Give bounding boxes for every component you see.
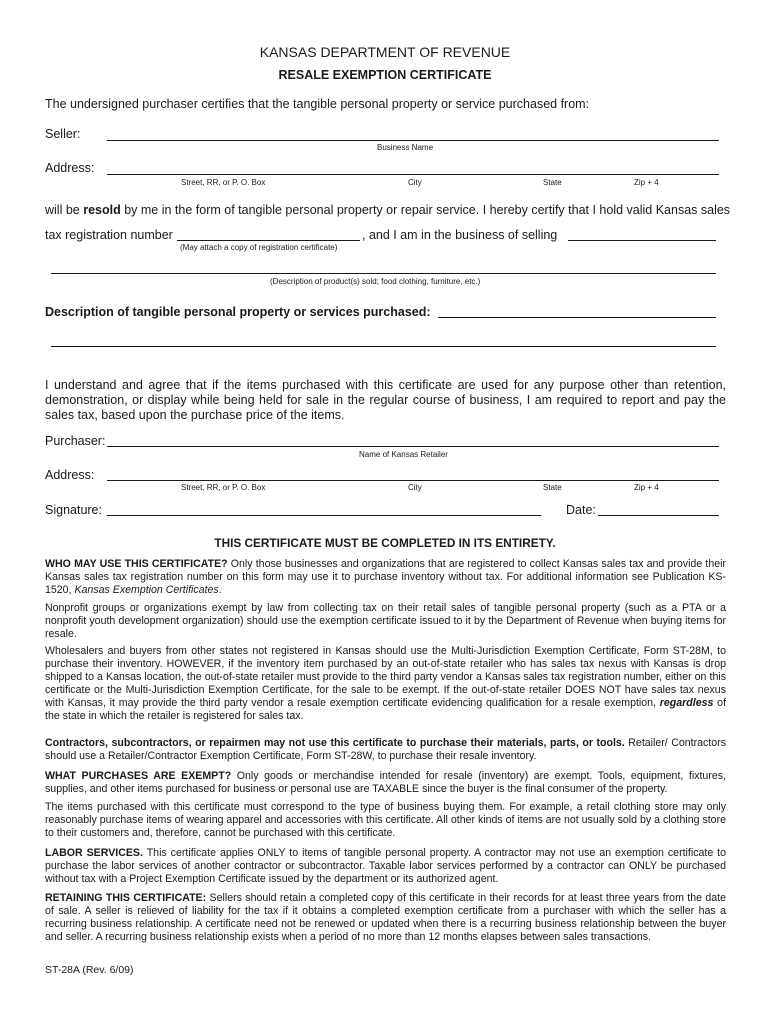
seller-state-caption: State: [543, 178, 562, 187]
labor-heading: LABOR SERVICES.: [45, 847, 143, 859]
purchaser-city-caption: City: [408, 483, 422, 492]
signature-field[interactable]: [107, 515, 541, 516]
signature-label: Signature:: [45, 503, 102, 517]
purchaser-label: Purchaser:: [45, 434, 106, 448]
contractors-heading: Contractors, subcontractors, or repairmen may not use this certificate to purchase their materials, parts, or tools.: [45, 737, 625, 749]
resold-word: resold: [83, 203, 121, 217]
seller-address-label: Address:: [45, 161, 95, 175]
agreement-text: I understand and agree that if the items purchased with this certificate are used for any purpose other than retention, demonstration, or display while being held for sale in the regular course of business, I am required to report and pay the sales tax, based upon the purchase price of the items.: [45, 378, 726, 422]
products-sold-field[interactable]: [51, 273, 716, 274]
who-heading: WHO MAY USE THIS CERTIFICATE?: [45, 558, 228, 570]
business-name-caption: Business Name: [377, 143, 434, 152]
contractors-paragraph: [45, 737, 726, 763]
what-heading: WHAT PURCHASES ARE EXEMPT?: [45, 770, 232, 782]
form-number: ST-28A (Rev. 6/09): [45, 964, 134, 976]
business-selling-label: , and I am in the business of selling: [362, 228, 558, 242]
description-field-2[interactable]: [51, 346, 716, 347]
description-label: Description of tangible personal property or services purchased:: [45, 305, 431, 319]
wholesalers-paragraph: [45, 645, 726, 723]
purchaser-name-field[interactable]: [107, 446, 719, 447]
purchaser-state-caption: State: [543, 483, 562, 492]
who-text: Only those businesses and organizations that are registered to collect Kansas sales tax and provide their Kansas sales tax registration number on this form may use it to purchase inventory without tax. For additional information see Publication KS-1520,: [45, 558, 726, 596]
purchaser-street-caption: Street, RR, or P. O. Box: [181, 483, 266, 492]
seller-zip-caption: Zip + 4: [634, 178, 659, 187]
retaining-paragraph: [45, 892, 726, 944]
what-purchases-paragraph: [45, 770, 726, 796]
date-label: Date:: [566, 503, 596, 517]
agency-name: KANSAS DEPARTMENT OF REVENUE: [259, 44, 511, 60]
wholesalers-regardless: regardless: [659, 697, 714, 709]
retaining-text: Sellers should retain a completed copy of this certificate in their records for at least three years from the date of sale. A seller is relieved of liability for the tax if it obtains a completed exemption certificate from a purchaser with which the seller has a recurring business relationship. A certificate need not be renewed or updated when there is a recurring business relationship between the buyer and seller. A recurring business relationship exists when a period of no more than 12 months elapses between sales transactions.: [45, 892, 726, 943]
intro-text: The undersigned purchaser certifies that the tangible personal property or service purchased from:: [45, 97, 590, 111]
seller-city-caption: City: [408, 178, 422, 187]
purchaser-address-field[interactable]: [107, 480, 719, 481]
who-may-use-paragraph: [45, 558, 726, 597]
nonprofit-paragraph: Nonprofit groups or organizations exempt by law from collecting tax on their retail sales of tangible personal property (such as a PTA or a nonprofit youth development organization) should use the exemption certificate issued to it by the Department of Revenue when buying items for resale.: [45, 602, 726, 640]
business-selling-field[interactable]: [568, 240, 716, 241]
description-field-1[interactable]: [438, 317, 716, 318]
purchaser-zip-caption: Zip + 4: [634, 483, 659, 492]
must-complete-heading: THIS CERTIFICATE MUST BE COMPLETED IN ITS ENTIRETY.: [214, 536, 556, 550]
registration-caption: (May attach a copy of registration certificate): [180, 243, 338, 252]
who-end: .: [218, 584, 222, 596]
items-paragraph: The items purchased with this certificate must correspond to the type of business buying them. For example, a retail clothing store may only reasonably purchase items of wearing apparel and accessories with this certificate. All other kinds of items are not usually sold by a clothing store to their customers and, therefore, cannot be purchased with this certificate.: [45, 801, 726, 839]
tax-registration-field[interactable]: [177, 240, 360, 241]
retailer-name-caption: Name of Kansas Retailer: [359, 450, 448, 459]
products-caption: (Description of product(s) sold; food clothing, furniture, etc.): [270, 277, 481, 286]
wholesalers-end: of the state in which the retailer is registered for sales tax.: [45, 697, 727, 722]
seller-name-field[interactable]: [107, 140, 719, 141]
form-title: RESALE EXEMPTION CERTIFICATE: [278, 68, 492, 82]
purchaser-address-label: Address:: [45, 468, 95, 482]
resold-part2: by me in the form of tangible personal property or repair service. I hereby certify that I hold valid Kansas sales: [120, 203, 731, 217]
resold-part1: will be: [45, 203, 84, 217]
labor-services-paragraph: [45, 847, 726, 886]
what-text: Only goods or merchandise intended for resale (inventory) are exempt. Tools, equipment, fixtures, supplies, and other items purchased for business or personal use are TAXABLE since the buyer is the final consumer of the property.: [45, 770, 726, 795]
seller-label: Seller:: [45, 127, 81, 141]
seller-address-field[interactable]: [107, 174, 719, 175]
tax-registration-label: tax registration number: [45, 228, 173, 242]
seller-street-caption: Street, RR, or P. O. Box: [181, 178, 266, 187]
retaining-heading: RETAINING THIS CERTIFICATE:: [45, 892, 207, 904]
wholesalers-text: Wholesalers and buyers from other states not registered in Kansas should use the Multi-Jurisdiction Exemption Certificate, Form ST-28M, to purchase their inventory. HOWEVER, if the inventory item purchased by an out-of-state retailer who has sales tax nexus with Kansas is drop shipped to a Kansas location, the out-of-state retailer must provide to the third party vendor a Kansas sales tax registration number, either on this certificate or the Multi-Jurisdiction Exemption Certificate, for the sale to be exempt. If the out-of-state retailer DOES NOT have sales tax nexus with Kansas, it may provide the third party vendor a resale exemption certificate evidencing qualification for a resale exemption,: [45, 645, 726, 709]
contractors-text: Retailer/ Contractors should use a Retailer/Contractor Exemption Certificate, Form ST-28W, to purchase their resale inventory.: [45, 737, 726, 762]
resold-statement: [45, 203, 730, 217]
labor-text: This certificate applies ONLY to items of tangible personal property. A contractor may not use an exemption certificate to purchase the labor services of another contractor or subcontractor. Taxable labor services performed by a contractor can ONLY be purchased without tax with a Project Exemption Certificate issued by the department or its authorized agent.: [45, 847, 727, 885]
date-field[interactable]: [598, 515, 719, 516]
who-publication: Kansas Exemption Certificates: [74, 584, 219, 596]
